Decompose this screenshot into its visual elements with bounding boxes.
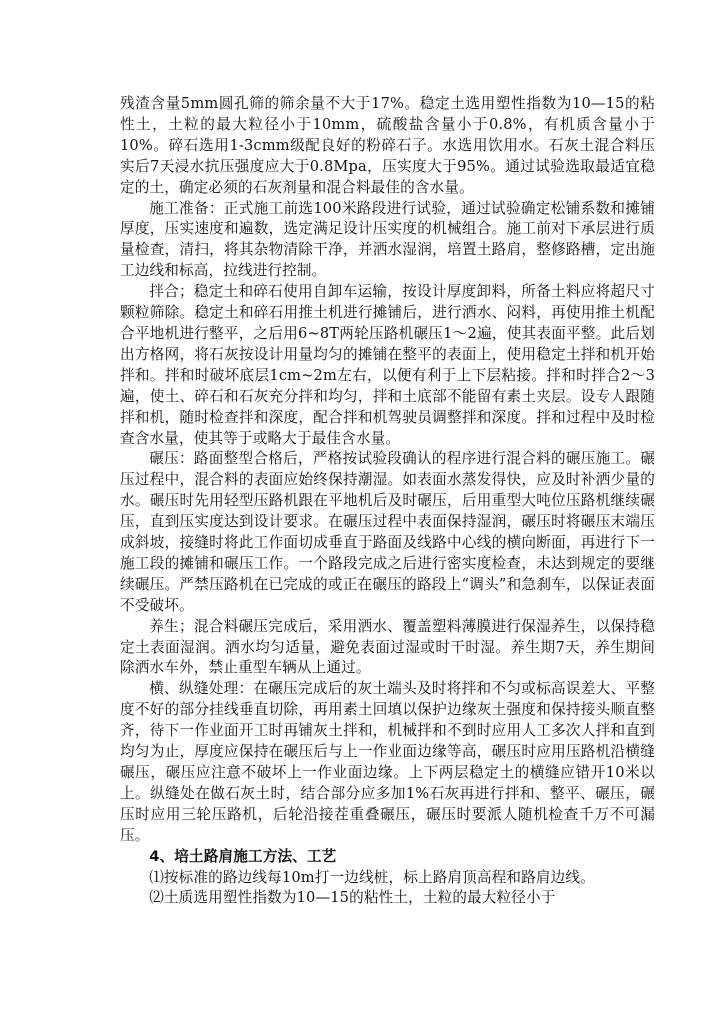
- document-page: [120, 94, 655, 909]
- paragraph-material-requirements: 残渣含量5mm圆孔筛的筛余量不大于17%。稳定土选用塑性指数为10—15的粘性土，土粒的最大粒径小于10mm，硫酸盐含量小于0.8%，有机质含量小于10%。碎石选用1-3cmm级配良好的粉碎石子。水选用饮用水。石灰土混合料压实后7天浸水抗压强度应大于0.8Mpa，压实度大于95%。通过试验选取最适宜稳定的土，确定必须的石灰剂量和混合料最佳的含水量。: [120, 95, 655, 196]
- paragraph-mixing: 拌合；稳定土和碎石使用自卸车运输，按设计厚度卸料，所备土料应将超尺寸颗粒筛除。稳定土和碎石用推土机进行摊铺后，进行洒水、闷料，再使用推土机配合平地机进行整平，之后用6~8T两轮压路机碾压1～2遍，使其表面平整。此后划出方格网，将石灰按设计用量均匀的摊铺在整平的表面上，使用稳定土拌和机开始拌和。拌和时破坏底层1cm~2m左右，以便有利于上下层粘接。拌和时拌合2～3遍，使土、碎石和石灰充分拌和均匀，拌和土底部不能留有素土夹层。设专人跟随拌和机，随时检查拌和深度，配合拌和机驾驶员调整拌和深度。拌和过程中及时检查含水量，使其等于或略大于最佳含水量。: [120, 283, 655, 447]
- section-heading-shoulder-construction: 4、培土路肩施工方法、工艺: [149, 847, 337, 865]
- paragraph-compaction: 碾压：路面整型合格后，严格按试验段确认的程序进行混合料的碾压施工。碾压过程中，混合料的表面应始终保持潮湿。如表面水蒸发得快，应及时补洒少量的水。碾压时先用轻型压路机跟在平地机后及时碾压，后用重型大吨位压路机继续碾压，直到压实度达到设计要求。在碾压过程中表面保持湿润，碾压时将碾压末端压成斜坡，接缝时将此工作面切成垂直于路面及线路中心线的横向断面，再进行下一施工段的摊铺和碾压工作。一个路段完成之后进行密实度检查，未达到规定的要继续碾压。严禁压路机在已完成的或正在碾压的路段上“调头”和急刹车，以保证表面不受破坏。: [120, 450, 655, 614]
- paragraph-item-2: ⑵土质选用塑性指数为10—15的粘性土，土粒的最大粒径小于: [149, 889, 556, 907]
- paragraph-curing: 养生；混合料碾压完成后，采用洒水、覆盖塑料薄膜进行保湿养生，以保持稳定土表面湿润。洒水均匀适量，避免表面过湿或时干时湿。养生期7天，养生期间除洒水车外，禁止重型车辆从上通过。: [120, 617, 655, 677]
- paragraph-joint-treatment: 横、纵缝处理：在碾压完成后的灰土端头及时将拌和不匀或标高误差大、平整度不好的部分挂线垂直切除，再用素土回填以保护边缘灰土强度和保持接头顺直整齐，待下一作业面开工时再铺灰土拌和，机械拌和不到时应用人工多次人拌和直到均匀为止，厚度应保持在碾压后与上一作业面边缘等高，碾压时应用压路机沿横缝碾压，碾压应注意不破坏上一作业面边缘。上下两层稳定土的横缝应错开10米以上。纵缝处在做石灰土时，结合部分应多加1%石灰再进行拌和、整平、碾压，碾压时应用三轮压路机，后轮沿接茬重叠碾压，碾压时要派人随机检查千万不可漏压。: [120, 680, 655, 844]
- paragraph-construction-preparation: 施工准备：正式施工前选100米路段进行试验，通过试验确定松铺系数和摊铺厚度，压实速度和遍数，选定满足设计压实度的机械组合。施工前对下承层进行质量检查，清扫，将其杂物清除干净，并洒水湿润，培置土路肩，整修路槽，定出施工边线和标高，拉线进行控制。: [120, 199, 655, 280]
- paragraph-item-1: ⑴按标准的路边线每10m打一边线桩，标上路肩顶高程和路肩边线。: [149, 868, 595, 886]
